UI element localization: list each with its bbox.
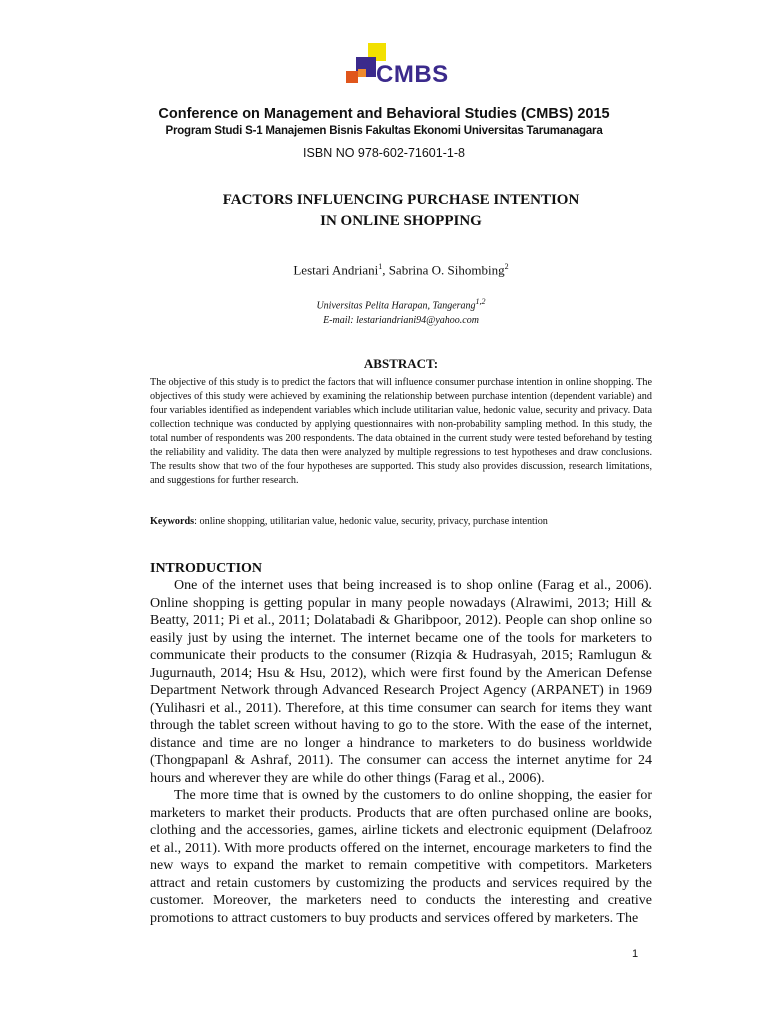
affiliation-block <box>0 294 768 328</box>
email: E-mail: lestariandriani94@yahoo.com <box>323 315 479 327</box>
author-1-sup: 1 <box>378 262 383 271</box>
introduction-heading: INTRODUCTION <box>150 561 263 576</box>
cmbs-logo <box>346 43 456 91</box>
program-name: Program Studi S-1 Manajemen Bisnis Fakultas Ekonomi Universitas Tarumanagara <box>165 125 603 137</box>
author-2: Sabrina O. Sihombing <box>388 262 505 278</box>
paper-title <box>0 190 768 232</box>
author-separator: , <box>382 262 389 278</box>
logo-orange-square <box>358 69 366 77</box>
conference-name: Conference on Management and Behavioral Studies (CMBS) 2015 <box>158 106 610 122</box>
introduction-body <box>150 577 652 927</box>
paragraph-1: One of the internet uses that being increased is to shop online (Farag et al., 2006). Online shopping is getting popular in many people nowadays (Alrawimi, 2013; Hill & Beatty, 2011; Pi et al., 2011; Dolatabadi & Gharibpoor, 2012). People can shop online so easily just by using the internet. The internet became one of the tools for marketers to communicate their products to the consumer (Rizqia & Hudrasyah, 2015; Ramlugun & Jugurnauth, 2014; Hsu & Hsu, 2012), which were first found by the American Defense Department Network through Advanced Research Project Agency (ARPANET) in 1969 (Yulihasri et al., 2011). Therefore, at this time consumer can search for items they want through the tablet screen without having to go to the store. With the ease of the internet, distance and time are no longer a hindrance to marketers to do business worldwide (Thongpapanl & Ashraf, 2011). The consumer can access the internet anytime for 24 hours and wherever they are while do other things (Farag et al., 2006). <box>150 578 652 786</box>
isbn: ISBN NO 978-602-71601-1-8 <box>303 146 465 160</box>
page-number: 1 <box>632 948 639 960</box>
paragraph-2: The more time that is owned by the customers to do online shopping, the easier for marketers to market their products. Products that are often purchased online are books, clothing and the accessories, games, airline tickets and electronic equipment (Delafrooz et al., 2011). With more products offered on the internet, encourage marketers to find the new ways to expand the market to remain competitive with competitors. Marketers attract and retain customers by customizing the products and services required by the customer. Moreover, the marketers need to conducts the interesting and creative promotions to attract customers to buy products and services offered by marketers. The <box>150 788 652 926</box>
keywords-label: Keywords <box>150 516 195 527</box>
authors <box>0 262 768 278</box>
logo-red-square <box>346 71 358 83</box>
affiliation-text: Universitas Pelita Harapan, Tangerang <box>316 300 476 312</box>
author-1: Lestari Andriani <box>293 262 379 278</box>
abstract-heading: ABSTRACT: <box>363 356 439 371</box>
keywords-list: : online shopping, utilitarian value, hedonic value, security, privacy, purchase intention <box>194 516 548 527</box>
author-2-sup: 2 <box>504 262 509 271</box>
title-line-2: IN ONLINE SHOPPING <box>320 213 482 229</box>
logo-text: CMBS <box>376 61 449 88</box>
keywords <box>150 516 652 527</box>
affiliation <box>0 294 768 313</box>
title-line-1: FACTORS INFLUENCING PURCHASE INTENTION <box>222 192 580 208</box>
abstract-text: The objective of this study is to predict the factors that will influence consumer purchase intention in online shopping. The objectives of this study were achieved by examining the relationship between purchase intention (dependent variable) and four variables identified as independent variables which include utilitarian value, hedonic value, security and privacy. Data collection technique was conducted by applying questionnaires with non-probability sampling method. In this study, the total number of respondents was 200 respondents. The data obtained in the current study were tested beforehand by testing the reliability and validity. The data then were analyzed by multiple regressions to test hypotheses and draw conclusions. The results show that two of the four hypotheses are supported. This study also provides discussion, research limitations, and suggestions for further research. <box>150 377 652 486</box>
affiliation-sup: 1,2 <box>475 297 486 306</box>
